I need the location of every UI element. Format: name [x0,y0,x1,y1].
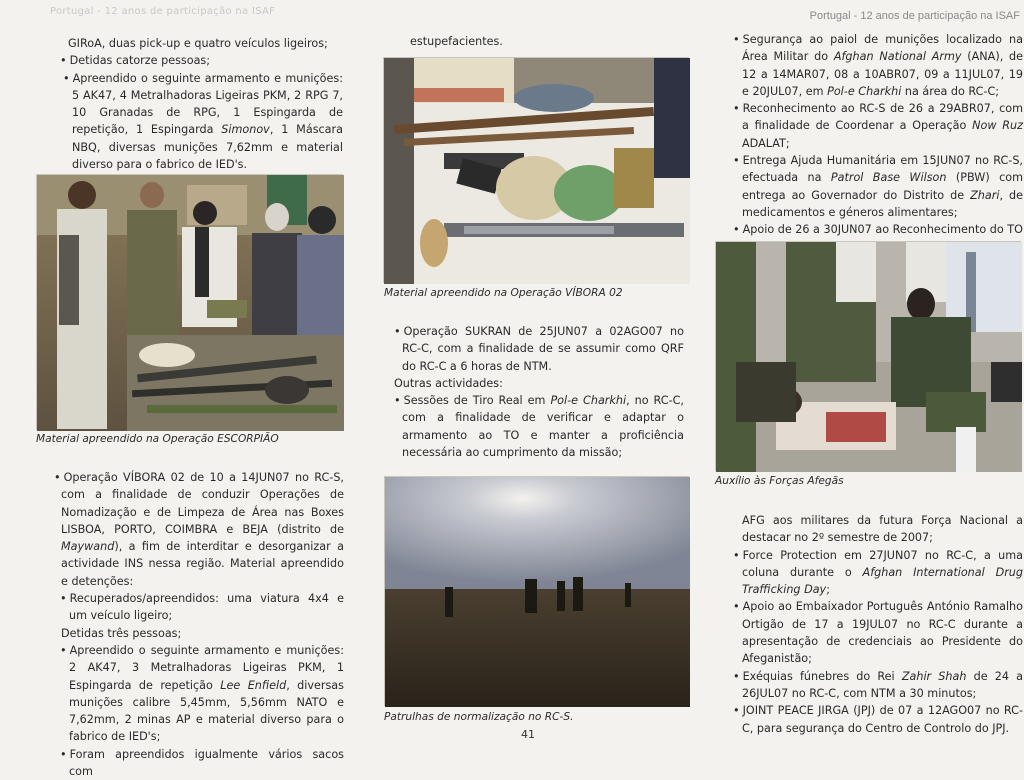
bullet-armament-1: • Apreendido o seguinte armamento e munições: 5 AK47, 4 Metralhadoras Ligeiras PKM, 2 RPG 7, 10 Granadas de RPG, 1 Espingarda de repetição, 1 Espingarda Simonov, 1 Máscara NBQ, diversas munições 7,62mm e material diverso para o fabrico de IED's. [36,70,343,174]
bullet-op-vibora: • Operação VÍBORA 02 de 10 a 14JUN07 no RC-S, com a finalidade de conduzir Operações de Nomadização e de Limpeza de Área nas Boxes LISBOA, PORTO, COIMBRA e BEJA (distrito de Maywand), a fim de interditar e desorganizar a actividade INS nessa região. Material apreendido e detenções: [54,469,344,590]
photo-patrols [384,476,689,706]
detained-line: Detidas três pessoas; [61,626,182,640]
column-2-middle [394,323,684,461]
column-1-bottom [54,469,344,780]
bullet-reconhecimento: • Reconhecimento ao RC-S de 26 a 29ABR07, com a finalidade de Coordenar a Operação Now Ruz ADALAT; [733,100,1023,152]
sub-bullet-armament-2: • Apreendido o seguinte armamento e munições: 2 AK47, 3 Metralhadoras Ligeiras PKM, 1 Espingarda de repetição Lee Enfield, diversas munições calibre 5,45mm, 5,56mm NATO e 7,62mm, 2 minas AP e material diverso para o fabrico de IED's; [54,642,344,746]
caption-escorpiao: Material apreendido na Operação ESCORPIÃO [36,433,279,445]
other-activities-label: Outras actividades: [394,376,503,390]
column-3-top [733,31,1023,256]
bullet-op-sukran: • Operação SUKRAN de 25JUN07 a 02AGO07 no RC-C, com a finalidade de se assumir como QRF do RC-C a 6 horas de NTM. [394,323,684,375]
header-ghost-text: Portugal - 12 anos de participação na ISAF [50,6,276,17]
bullet-embaixador: • Apoio ao Embaixador Português António Ramalho Ortigão de 17 a 19JUL07 no RC-C durante a apresentação de credenciais ao Presidente do Afeganistão; [733,598,1023,667]
bullet-ajuda-humanitaria: • Entrega Ajuda Humanitária em 15JUN07 no RC-S, efectuada na Patrol Base Wilson (PBW) com entrega ao Governador do Distrito de Zhari, de medicamentos e géneros alimentares; [733,152,1023,221]
caption-patrols: Patrulhas de normalização no RC-S. [384,711,574,723]
continued-line-2: estupefacientes. [410,35,503,48]
column-3-bottom [733,512,1023,737]
bullet-jirga: • JOINT PEACE JIRGA (JPJ) de 07 a 12AGO07 no RC-C, para segurança do Centro de Controlo do JPJ. [733,702,1023,737]
caption-auxilio: Auxílio às Forças Afegãs [715,475,844,487]
photo-vibora [383,57,689,283]
sub-bullet-sacks: • Foram apreendidos igualmente vários sacos com [54,746,344,780]
continued-line: GIRoA, duas pick-up e quatro veículos ligeiros; [68,37,328,50]
bullet-seguranca-paiol: • Segurança ao paiol de munições localizado na Área Militar do Afghan National Army (ANA), de 12 a 14MAR07, 08 a 10ABR07, 09 a 11JUL07, 19 e 20JUL07, em Pol-e Charkhi na área do RC-C; [733,31,1023,100]
photo-escorpiao [36,174,343,430]
sub-bullet-recovered: • Recuperados/apreendidos: uma viatura 4x4 e um veículo ligeiro; [54,590,344,625]
bullet-force-protection: • Force Protection em 27JUN07 no RC-C, a uma coluna durante o Afghan International Drug Trafficking Day; [733,547,1023,599]
afg-continued: AFG aos militares da futura Força Nacional a destacar no 2º semestre de 2007; [742,514,1023,545]
page-number: 41 [521,728,535,741]
photo-auxilio [715,241,1021,471]
column-2-top [410,33,690,50]
caption-vibora: Material apreendido na Operação VÍBORA 02 [384,287,623,299]
bullet-apoio-to: • Apoio de 26 a 30JUN07 ao Reconhecimento do TO [733,221,1023,256]
bullet-detained: • Detidas catorze pessoas; [36,52,343,69]
bullet-tiro-real: • Sessões de Tiro Real em Pol-e Charkhi, no RC-C, com a finalidade de verificar e adaptar o armamento ao TO e manter a proficiência necessária ao cumprimento da missão; [394,392,684,461]
bullet-exequias: • Exéquias fúnebres do Rei Zahir Shah de 24 a 26JUL07 no RC-C, com NTM a 30 minutos; [733,668,1023,703]
column-1-top [36,35,343,173]
running-header: Portugal - 12 anos de participação na ISAF [809,10,1020,22]
